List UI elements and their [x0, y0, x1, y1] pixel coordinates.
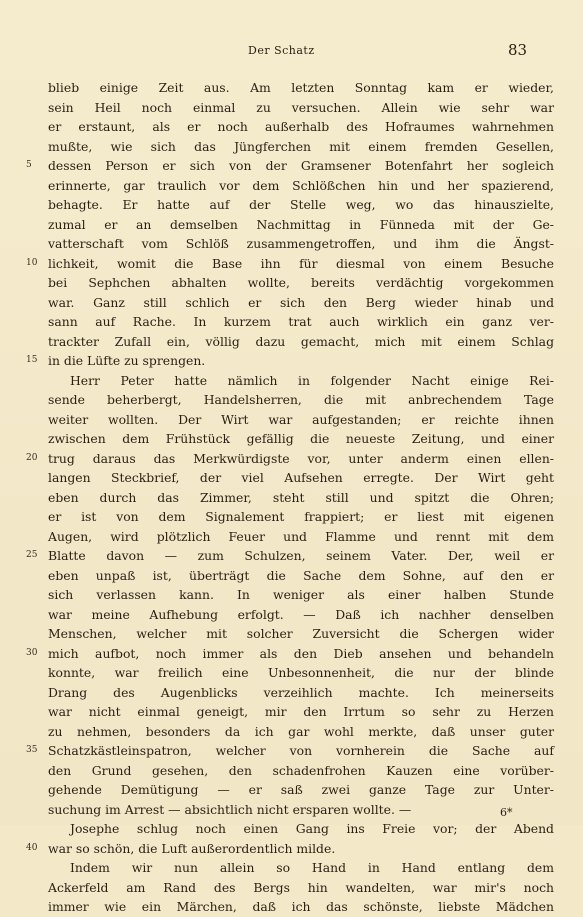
line-text: blieb einige Zeit aus. Am letzten Sonntag kam er wieder, — [48, 80, 554, 95]
line-text: erinnerte, gar traulich vor dem Schlößchen hin und her spazierend, — [48, 177, 554, 193]
line-text: sein Heil noch einmal zu versuchen. Allein wie sehr war — [48, 99, 554, 115]
line-text: zu nehmen, besonders da ich gar wohl merkte, daß unser guter — [48, 723, 554, 739]
text-line — [48, 429, 554, 449]
line-text: er erstaunt, als er noch außerhalb des Hofraumes wahrnehmen — [48, 119, 554, 134]
line-text: zwischen dem Frühstück gefällig die neueste Zeitung, und einer — [48, 431, 554, 446]
text-line — [48, 78, 554, 98]
line-text: Blatte davon — zum Schulzen, seinem Vater. Der, weil er — [48, 548, 554, 563]
text-line — [48, 761, 554, 781]
line-number: 30 — [26, 647, 38, 658]
line-text: er ist von dem Signalement frappiert; er liest mit eigenen — [48, 509, 554, 524]
line-text: Menschen, welcher mit solcher Zuversicht die Schergen wider — [48, 626, 554, 641]
text-line — [48, 566, 554, 586]
page-header — [0, 41, 583, 64]
line-text: weiter wollten. Der Wirt war aufgestanden; er reichte ihnen — [48, 411, 554, 427]
line-text: gehende Demütigung — er saß zwei ganze Tage zur Unter- — [48, 782, 554, 797]
line-text: Drang des Augenblicks verzeihlich machte. Ich meinerseits — [48, 684, 554, 700]
text-line — [26, 546, 554, 566]
line-text: zumal er an demselben Nachmittag in Fünneda mit der Ge- — [48, 216, 554, 232]
line-text: war so schön, die Luft außerordentlich milde. — [48, 840, 336, 856]
line-text: Schatzkästleinspatron, welcher von vornherein die Sache auf — [48, 743, 554, 758]
line-text: Ackerfeld am Rand des Bergs hin wandelten, war mir's noch — [48, 879, 554, 895]
line-number: 35 — [26, 745, 38, 755]
signature-mark: 6* — [500, 806, 513, 819]
text-line — [26, 839, 554, 859]
text-line — [48, 663, 554, 683]
text-line — [48, 273, 554, 293]
line-text: sann auf Rache. In kurzem trat auch wirklich ein ganz ver- — [48, 314, 554, 329]
line-number: 5 — [26, 160, 32, 170]
line-text: mußte, wie sich das Jüngferchen mit einem fremden Gesellen, — [48, 138, 554, 154]
text-line — [48, 780, 554, 800]
body-text — [26, 78, 554, 917]
text-line — [48, 293, 554, 313]
text-line — [48, 234, 554, 254]
text-line — [48, 215, 554, 235]
line-text: behagte. Er hatte auf der Stelle weg, wo das hinauszielte, — [48, 197, 554, 212]
line-text: Josephe schlug noch einen Gang ins Freie vor; der Abend — [70, 821, 554, 836]
line-text: war nicht einmal geneigt, mir den Irrtum so sehr zu Herzen — [48, 704, 554, 719]
line-text: konnte, war freilich eine Unbesonnenheit, die nur der blinde — [48, 665, 554, 680]
line-text: eben durch das Zimmer, steht still und spitzt die Ohren; — [48, 489, 554, 505]
text-line — [48, 488, 554, 508]
text-line — [48, 800, 554, 820]
text-line — [26, 254, 554, 274]
line-text: sende beherbergt, Handelsherren, die mit anbrechendem Tage — [48, 392, 554, 407]
line-text: eben unpaß ist, überträgt die Sache dem Sohne, auf den er — [48, 567, 554, 583]
text-line — [48, 605, 554, 625]
text-line — [26, 156, 554, 176]
text-line — [48, 332, 554, 352]
text-line — [26, 644, 554, 664]
text-line — [48, 312, 554, 332]
text-line — [48, 195, 554, 215]
text-line — [48, 702, 554, 722]
text-line — [48, 819, 554, 839]
line-text: suchung im Arrest — absichtlich nicht ersparen wollte. — — [48, 801, 412, 817]
text-line — [48, 858, 554, 878]
text-line — [48, 468, 554, 488]
line-text: sich verlassen kann. In weniger als einer halben Stunde — [48, 587, 554, 602]
line-text: Augen, wird plötzlich Feuer und Flamme und rennt mit dem — [48, 528, 554, 544]
text-line — [48, 722, 554, 742]
line-number: 15 — [26, 355, 38, 365]
text-line — [48, 137, 554, 157]
line-text: bei Sephchen abhalten wollte, bereits verdächtig vorgekommen — [48, 275, 554, 290]
text-line — [48, 585, 554, 605]
line-text: war meine Aufhebung erfolgt. — Daß ich nachher denselben — [48, 606, 554, 622]
text-line — [26, 741, 554, 761]
text-line — [48, 624, 554, 644]
text-line — [48, 390, 554, 410]
line-text: vatterschaft vom Schlöß zusammengetroffen, und ihm die Ängst- — [48, 236, 554, 251]
page-number: 83 — [508, 41, 528, 59]
line-number: 40 — [26, 842, 38, 853]
text-line — [48, 176, 554, 196]
line-text: immer wie ein Märchen, daß ich das schönste, liebste Mädchen — [48, 899, 554, 914]
line-number: 25 — [26, 550, 38, 560]
text-line — [48, 98, 554, 118]
text-line — [48, 527, 554, 547]
line-number: 20 — [26, 452, 38, 463]
text-line — [48, 507, 554, 527]
line-text: den Grund gesehen, den schadenfrohen Kauzen eine vorüber- — [48, 762, 554, 778]
text-line — [48, 897, 554, 917]
text-line — [48, 117, 554, 137]
text-line — [48, 410, 554, 430]
text-line — [48, 371, 554, 391]
line-text: trug daraus das Merkwürdigste vor, unter anderm einen ellen- — [48, 450, 554, 466]
line-text: mich aufbot, noch immer als den Dieb ansehen und behandeln — [48, 645, 554, 661]
line-text: langen Steckbrief, der viel Aufsehen erregte. Der Wirt geht — [48, 470, 554, 485]
text-line — [26, 449, 554, 469]
text-line — [26, 351, 554, 371]
line-text: trackter Zufall ein, völlig dazu gemacht, mich mit einem Schlag — [48, 333, 554, 349]
line-text: Herr Peter hatte nämlich in folgender Nacht einige Rei- — [70, 372, 554, 388]
line-number: 10 — [26, 257, 38, 268]
text-line — [48, 878, 554, 898]
line-text: dessen Person er sich von der Gramsener Botenfahrt her sogleich — [48, 158, 554, 173]
line-text: Indem wir nun allein so Hand in Hand entlang dem — [70, 860, 554, 875]
line-text: war. Ganz still schlich er sich den Berg wieder hinab und — [48, 294, 554, 310]
text-line — [48, 683, 554, 703]
line-text: lichkeit, womit die Base ihn für diesmal von einem Besuche — [48, 255, 554, 271]
line-text: in die Lüfte zu sprengen. — [48, 353, 206, 368]
running-title: Der Schatz — [248, 44, 315, 57]
